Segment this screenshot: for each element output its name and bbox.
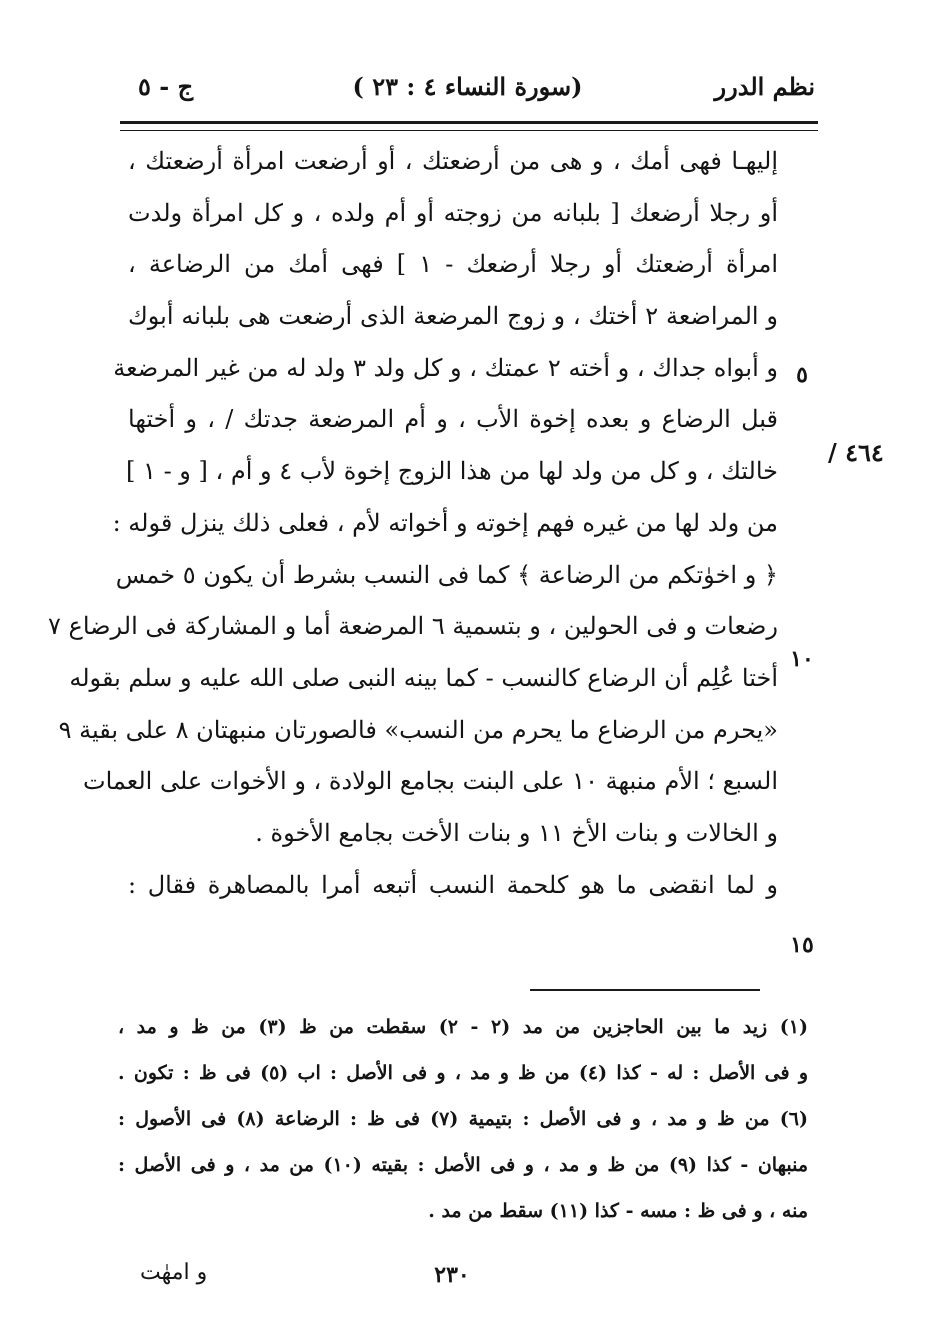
surah-reference: (سورة النساء ٤ : ٢٣ ) — [352, 72, 583, 101]
footnote-line: (١) زيد ما بين الحاجزين من مد (٢ - ٢) سقطت من ظ (٣) من ظ و مد ، — [118, 1016, 808, 1038]
text-line: و الخالات و بنات الأخ ١١ و بنات الأخت بجامع الأخوة . — [255, 818, 778, 847]
footnote-line: و فى الأصل : له - كذا (٤) من ظ و مد ، و فى الأصل : اب (٥) فى ظ : تكون . — [118, 1062, 808, 1084]
line-number-10: ١٠ — [790, 646, 814, 672]
footnotes — [118, 1004, 808, 1234]
footnote-line: منه ، و فى ظ : مسه - كذا (١١) سقط من مد . — [428, 1200, 808, 1222]
text-line: امرأة أرضعتك أو رجلا أرضعك - ١ ] فهى أمك من الرضاعة ، — [128, 250, 778, 279]
text-line: السبع ؛ الأم منبهة ١٠ على البنت بجامع الولادة ، و الأخوات على العمات — [82, 767, 778, 796]
main-text — [48, 136, 779, 911]
text-line: «يحرم من الرضاع ما يحرم من النسب» فالصورتان منبهتان ٨ على بقية ٩ — [58, 715, 778, 744]
line-number-5: ٥ — [796, 362, 808, 388]
volume-number: ج - ٥ — [138, 72, 194, 101]
text-line: إليهـا فهى أمك ، و هى من أرضعتك ، أو أرضعت امرأة أرضعتك ، — [128, 147, 778, 175]
book-title: نظم الدرر — [714, 72, 815, 101]
catchword: و امهٰت — [140, 1260, 208, 1285]
text-line: رضعات و فى الحولين ، و بتسمية ٦ المرضعة أما و المشاركة فى الرضاع ٧ — [48, 612, 778, 641]
text-line: أو رجلا أرضعك [ بلبانه من زوجته أو أم ولده ، و كل امرأة ولدت — [128, 198, 778, 227]
text-line: و أبواه جداك ، و أخته ٢ عمتك ، و كل ولد ٣ ولد له من غير المرضعة — [113, 353, 778, 382]
footnote-line: (٦) من ظ و مد ، و فى الأصل : بتيمية (٧) فى ظ : الرضاعة (٨) فى الأصول : — [118, 1108, 808, 1130]
text-line: قبل الرضاع و بعده إخوة الأب ، و أم المرضعة جدتك / ، و أختها — [128, 405, 778, 434]
header-rule — [120, 121, 818, 131]
text-line: أختا عُلِم أن الرضاع كالنسب - كما بينه النبى صلى الله عليه و سلم بقوله — [69, 663, 778, 692]
page-number: ٢٣٠ — [434, 1262, 470, 1288]
line-number-15: ١٥ — [790, 932, 814, 958]
running-header — [120, 66, 815, 110]
footnote-rule — [530, 989, 760, 991]
manuscript-page-marker: ٤٦٤ / — [828, 438, 884, 467]
footnote-line: منبهان - كذا (٩) من ظ و مد ، و فى الأصل : بقيته (١٠) من مد ، و فى الأصل : — [118, 1154, 808, 1176]
text-line: خالتك ، و كل من ولد لها من هذا الزوج إخوة لأب ٤ و أم ، [ و - ١ ] — [126, 457, 778, 486]
text-line: ﴿ و اخوٰتكم من الرضاعة ﴾ كما فى النسب بشرط أن يكون ٥ خمس — [115, 560, 778, 589]
text-line: و لما انقضى ما هو كلحمة النسب أتبعه أمرا بالمصاهرة فقال : — [128, 870, 778, 899]
text-line: و المراضعة ٢ أختك ، و زوج المرضعة الذى أرضعت هى بلبانه أبوك — [128, 302, 779, 331]
text-line: من ولد لها من غيره فهم إخوته و أخواته لأم ، فعلى ذلك ينزل قوله : — [112, 508, 778, 537]
